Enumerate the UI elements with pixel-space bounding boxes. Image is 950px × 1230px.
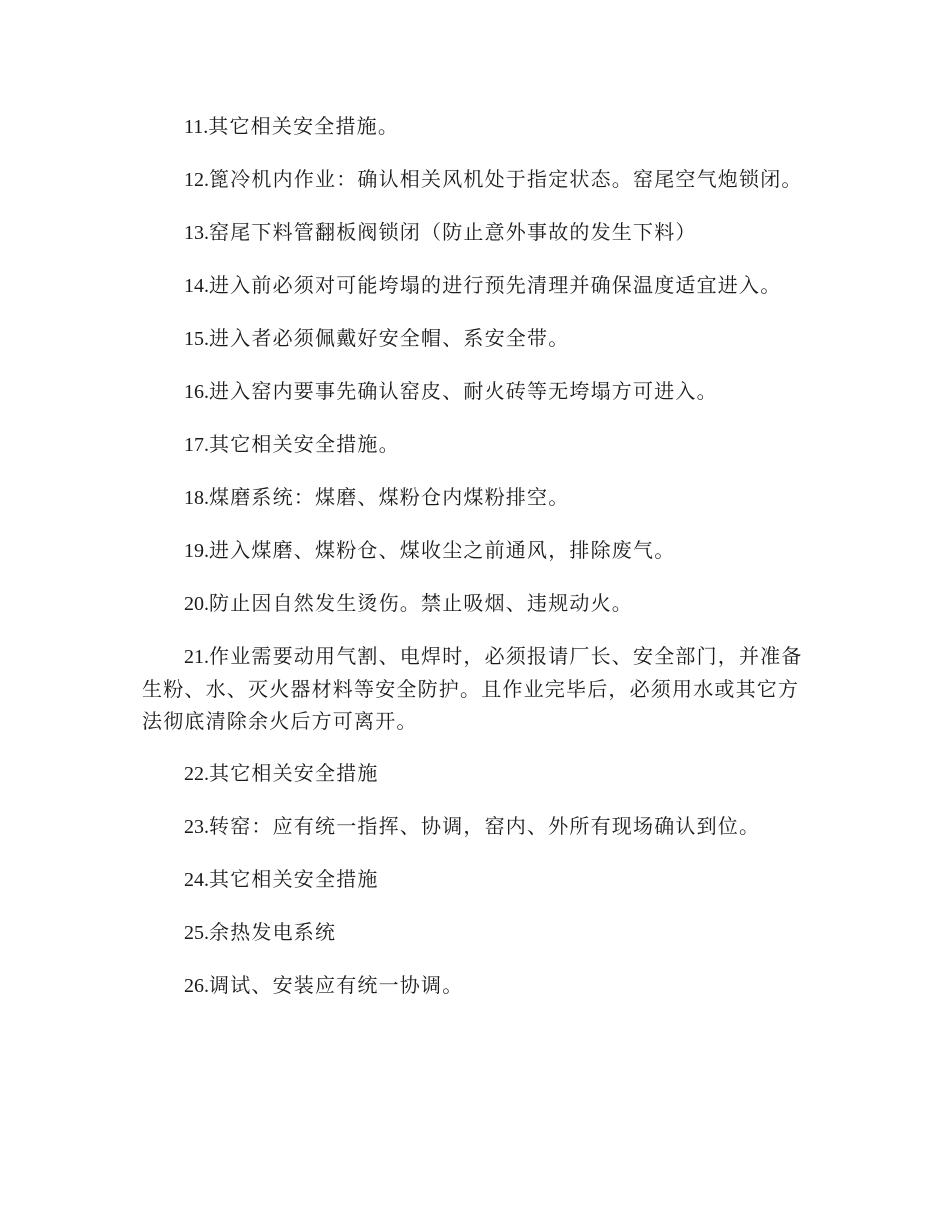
list-item-13 [142,216,812,249]
list-item-26 [142,969,812,1002]
item-text: 进入前必须对可能垮塌的进行预先清理并确保温度适宜进入。 [209,273,782,297]
item-text: 进入煤磨、煤粉仓、煤收尘之前通风，排除废气。 [209,538,676,562]
item-number: 19. [184,540,209,562]
list-item-14 [142,269,812,302]
list-item-23 [142,810,812,843]
item-text: 其它相关安全措施。 [208,114,400,138]
item-text: 其它相关安全措施 [209,867,379,891]
item-text: 调试、安装应有统一协调。 [209,973,464,997]
list-item-11 [142,110,812,143]
item-number: 23. [184,816,209,838]
list-item-12 [142,163,812,196]
item-number: 25. [184,922,209,944]
item-number: 21. [184,646,209,668]
item-number: 14. [184,275,209,297]
item-text: 煤磨系统：煤磨、煤粉仓内煤粉排空。 [209,485,570,509]
item-number: 12. [184,169,209,191]
item-number: 24. [184,869,209,891]
item-text: 作业需要动用气割、电焊时，必须报请厂长、安全部门，并准备生粉、水、灭火器材料等安全防护。且作业完毕后，必须用水或其它方法彻底清除余火后方可离开。 [142,644,803,733]
item-number: 22. [184,763,209,785]
item-text: 进入窑内要事先确认窑皮、耐火砖等无垮塌方可进入。 [209,379,718,403]
item-text: 转窑：应有统一指挥、协调，窑内、外所有现场确认到位。 [209,814,761,838]
list-item-20 [142,587,812,620]
item-number: 18. [184,487,209,509]
list-item-22 [142,757,812,790]
item-number: 20. [184,593,209,615]
item-number: 26. [184,975,209,997]
item-number: 16. [184,381,209,403]
document-body [142,110,812,1022]
item-text: 进入者必须佩戴好安全帽、系安全带。 [209,326,570,350]
list-item-17 [142,428,812,461]
item-number: 13. [184,222,209,244]
item-text: 防止因自然发生烫伤。禁止吸烟、违规动火。 [209,591,633,615]
item-number: 15. [184,328,209,350]
item-text: 其它相关安全措施。 [209,432,400,456]
list-item-25 [142,916,812,949]
item-text: 窑尾下料管翻板阀锁闭（防止意外事故的发生下料） [209,220,697,244]
list-item-24 [142,863,812,896]
item-text: 其它相关安全措施 [209,761,379,785]
list-item-18 [142,481,812,514]
list-item-15 [142,322,812,355]
item-text: 篦冷机内作业：确认相关风机处于指定状态。窑尾空气炮锁闭。 [209,167,803,191]
item-number: 11. [184,116,209,138]
item-number: 17. [184,434,209,456]
list-item-21 [142,640,812,737]
item-text: 余热发电系统 [209,920,337,944]
list-item-16 [142,375,812,408]
list-item-19 [142,534,812,567]
